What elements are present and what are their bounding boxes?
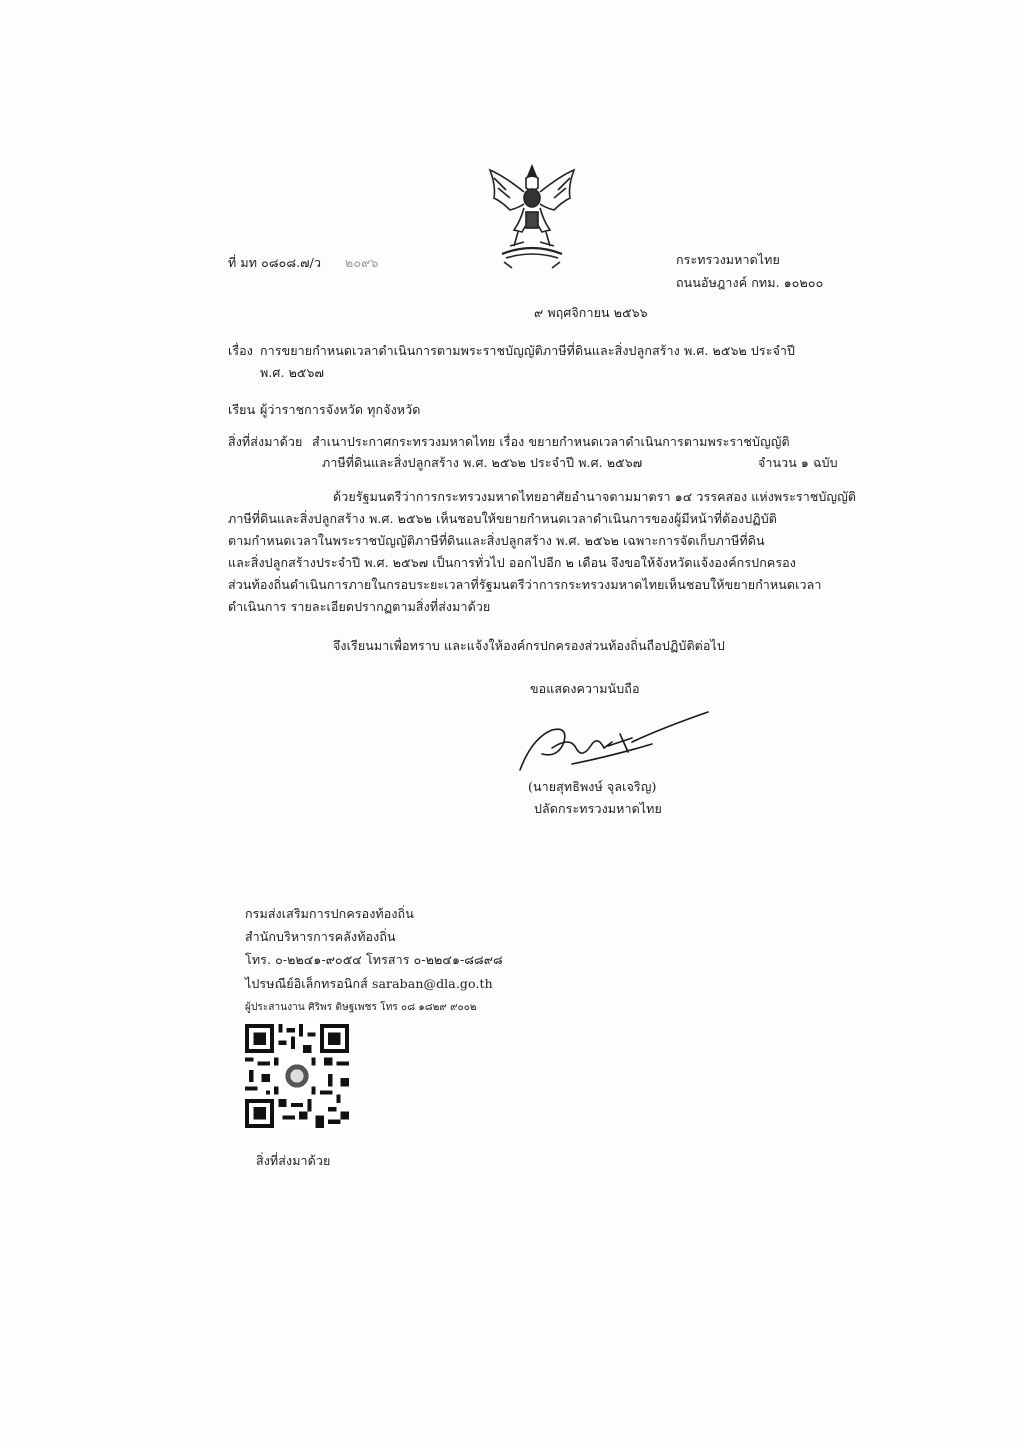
subject-label: เรื่อง [228, 343, 253, 358]
body-line-3: ตามกำหนดเวลาในพระราชบัญญัติภาษีที่ดินและสิ่งปลูกสร้าง พ.ศ. ๒๕๖๒ เฉพาะการจัดเก็บภาษีที่ดิน [228, 533, 765, 548]
footer-office: สำนักบริหารการคลังท้องถิ่น [245, 929, 396, 944]
recipient-text: ผู้ว่าราชการจังหวัด ทุกจังหวัด [260, 402, 421, 417]
body-line-4: และสิ่งปลูกสร้างประจำปี พ.ศ. ๒๕๖๗ เป็นการทั่วไป ออกไปอีก ๒ เดือน จึงขอให้จังหวัดแจ้งองค์กรปกครอง [228, 555, 796, 570]
recipient-label: เรียน [228, 402, 256, 417]
signatory-name: (นายสุทธิพงษ์ จุลเจริญ) [528, 779, 657, 794]
handwritten-signature-icon [512, 708, 712, 778]
subject-line-1: การขยายกำหนดเวลาดำเนินการตามพระราชบัญญัติภาษีที่ดินและสิ่งปลูกสร้าง พ.ศ. ๒๕๖๒ ประจำปี [260, 343, 796, 358]
qr-caption: สิ่งที่ส่งมาด้วย [256, 1153, 331, 1168]
garuda-emblem-icon [484, 162, 580, 272]
document-date: ๙ พฤศจิกายน ๒๕๖๖ [534, 305, 648, 320]
footer-phone: โทร. ๐-๒๒๔๑-๙๐๕๔ โทรสาร ๐-๒๒๔๑-๘๘๙๘ [245, 952, 503, 967]
body-line-2: ภาษีที่ดินและสิ่งปลูกสร้าง พ.ศ. ๒๕๖๒ เห็นชอบให้ขยายกำหนดเวลาดำเนินการของผู้มีหน้าที่ต้องปฏิบัติ [228, 511, 777, 526]
reference-number-stamp: ๒๐๙๖ [345, 255, 379, 270]
enclosure-line-1: สำเนาประกาศกระทรวงมหาดไทย เรื่อง ขยายกำหนดเวลาดำเนินการตามพระราชบัญญัติ [312, 434, 790, 449]
body-line-1: ด้วยรัฐมนตรีว่าการกระทรวงมหาดไทยอาศัยอำนาจตามมาตรา ๑๔ วรรคสอง แห่งพระราชบัญญัติ [333, 489, 857, 504]
closing-request: จึงเรียนมาเพื่อทราบ และแจ้งให้องค์กรปกครองส่วนท้องถิ่นถือปฏิบัติต่อไป [333, 638, 725, 653]
footer-email: ไปรษณีย์อิเล็กทรอนิกส์ saraban@dla.go.th [245, 976, 493, 991]
body-line-5: ส่วนท้องถิ่นดำเนินการภายในกรอบระยะเวลาที่รัฐมนตรีว่าการกระทรวงมหาดไทยเห็นชอบให้ขยายกำหนดเวลา [228, 577, 822, 592]
footer-contact-person: ผู้ประสานงาน ศิริพร ดิษฐเพชร โทร ๐๘ ๑๘๒๙ ๙๐๐๒ [245, 1002, 477, 1013]
subject-line-2: พ.ศ. ๒๕๖๗ [260, 365, 325, 380]
body-line-6: ดำเนินการ รายละเอียดปรากฏตามสิ่งที่ส่งมาด้วย [228, 599, 491, 614]
organization-name: กระทรวงมหาดไทย [676, 252, 780, 267]
footer-department: กรมส่งเสริมการปกครองท้องถิ่น [245, 906, 414, 921]
salutation: ขอแสดงความนับถือ [530, 681, 640, 696]
enclosure-line-2: ภาษีที่ดินและสิ่งปลูกสร้าง พ.ศ. ๒๕๖๒ ประจำปี พ.ศ. ๒๕๖๗ [322, 455, 643, 470]
qr-code-icon [245, 1024, 349, 1128]
enclosure-label: สิ่งที่ส่งมาด้วย [228, 434, 303, 449]
reference-number: ที่ มท ๐๘๐๘.๗/ว [228, 255, 322, 270]
enclosure-count: จำนวน ๑ ฉบับ [758, 455, 838, 470]
organization-address: ถนนอัษฎางค์ กทม. ๑๐๒๐๐ [676, 275, 824, 290]
signatory-position: ปลัดกระทรวงมหาดไทย [534, 801, 662, 816]
